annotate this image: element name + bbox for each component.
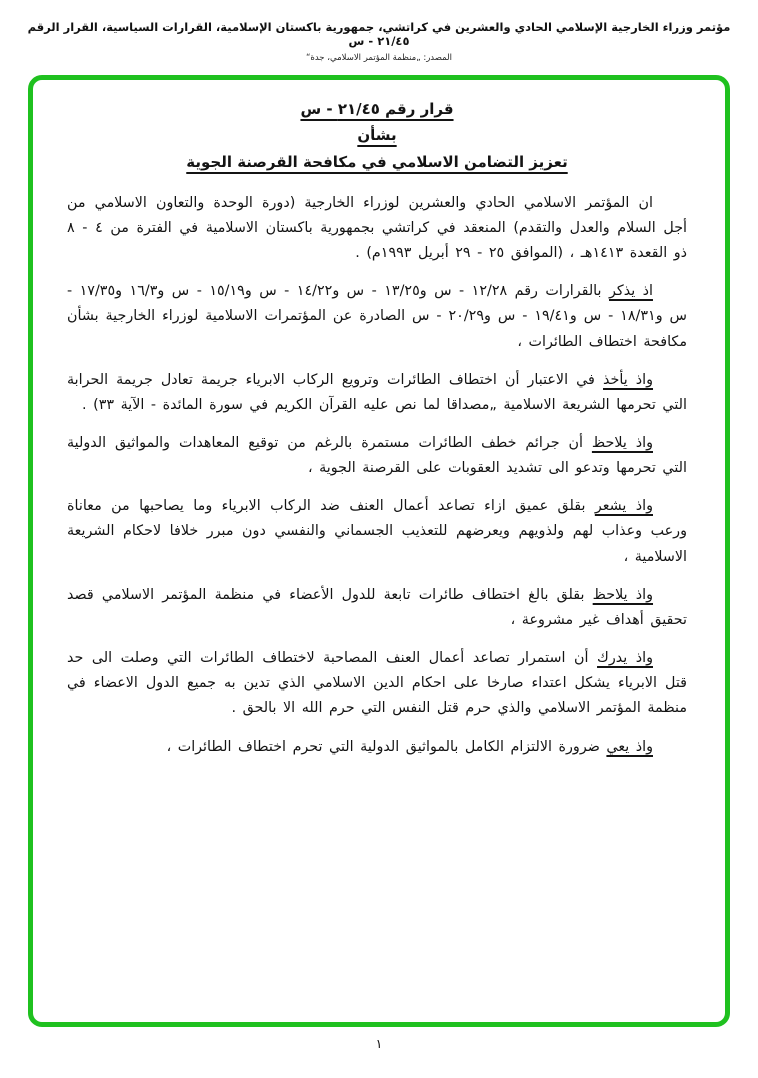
paragraph-text: ان المؤتمر الاسلامي الحادي والعشرين لوزراء الخارجية (دورة الوحدة والتعاون الاسلامي من أجل السلام والعدل والتقدم) المنعقد في كراتشي بجمهورية باكستان الاسلامية في الفترة من ٤ - ٨ ذو القعدة ١٤١٣هـ ، (الموافق ٢٥ - ٢٩ أبريل ١٩٩٣م) . [67, 194, 688, 262]
resolution-paragraph [67, 583, 687, 633]
document-header [0, 0, 758, 63]
resolution-paragraph [67, 494, 687, 569]
paragraph-text: بقلق عميق ازاء تصاعد أعمال العنف ضد الركاب الابرياء وما يصاحبها من معاناة ورعب وعذاب لهم ولذويهم ويعرضهم للتعذيب الجسماني والنفسي دون مبرر خلافا لاحكام الشريعة الاسلامية ، [67, 498, 687, 565]
resolution-paragraph [67, 735, 687, 760]
document-border-frame [28, 75, 730, 1027]
resolution-paragraph [67, 279, 687, 354]
header-source-line: المصدر: „منظمة المؤتمر الاسلامي، جدة“ [305, 53, 453, 63]
lead-phrase: واذ يلاحظ [592, 586, 654, 603]
lead-phrase: اذ يذكر [609, 283, 653, 300]
resolution-paragraph [67, 431, 687, 481]
lead-phrase: واذ يشعر [594, 498, 653, 515]
paragraph-text: بقلق بالغ اختطاف طائرات تابعة للدول الأعضاء في منظمة المؤتمر الاسلامي قصد تحقيق أهداف غير مشروعة ، [67, 586, 687, 628]
resolution-title-block [67, 96, 687, 175]
header-citation-line: مؤتمر وزراء الخارجية الإسلامي الحادي والعشرين في كراتشي، جمهورية باكستان الإسلامية، القرارات السياسية، القرار الرقم ٢١/٤٥ - س [27, 20, 731, 48]
resolution-subject-title: تعزيز التضامن الاسلامي في مكافحة القرصنة الجوية [186, 152, 568, 171]
paragraph-text: ضرورة الالتزام الكامل بالمواثيق الدولية التي تحرم اختطاف الطائرات ، [166, 738, 600, 755]
lead-phrase: واذ يعي [606, 738, 653, 755]
paragraph-text: أن استمرار تصاعد أعمال العنف المصاحبة لاختطاف الطائرات التي وصلت الى حد قتل الابرياء يشكل اعتداء صارخا على احكام الدين الاسلامي الذي تدين به جميع الدول الاعضاء في منظمة المؤتمر الاسلامي والذي حرم قتل النفس التي حرم الله الا بالحق . [67, 650, 687, 717]
paragraph-text: بالقرارات رقم ١٢/٢٨ - س و١٣/٢٥ - س و١٤/٢٢ - س و١٥/١٩ - س و١٦/٣ و١٧/٣٥ - س و١٨/٣١ - س و١٩/٤١ - س و٢٠/٢٩ - س الصادرة عن المؤتمرات الاسلامية لوزراء الخارجية بشأن مكافحة اختطاف الطائرات ، [67, 283, 687, 350]
paragraph-text: أن جرائم خطف الطائرات مستمرة بالرغم من توقيع المعاهدات والمواثيق الدولية التي تحرمها وتدعو الى تشديد العقوبات على القرصنة الجوية ، [67, 435, 687, 477]
resolution-paragraph [67, 646, 687, 721]
paragraph-text: في الاعتبار أن اختطاف الطائرات وترويع الركاب الابرياء جريمة تعادل جريمة الحرابة التي تحرمها الشريعة الاسلامية „مصداقا لما نص عليه القرآن الكريم في سورة المائدة - الآية ٣٣) . [67, 371, 687, 413]
lead-phrase: واذ يدرك [597, 650, 653, 667]
resolution-paragraph [67, 368, 687, 418]
resolution-number-title: قرار رقم ٢١/٤٥ - س [300, 100, 454, 118]
lead-phrase: واذ يلاحظ [591, 435, 653, 451]
subject-label: بشأن [357, 126, 397, 145]
page-number: ١ [375, 1036, 383, 1051]
lead-phrase: واذ يأخذ [603, 371, 654, 388]
resolution-paragraph [67, 191, 687, 266]
